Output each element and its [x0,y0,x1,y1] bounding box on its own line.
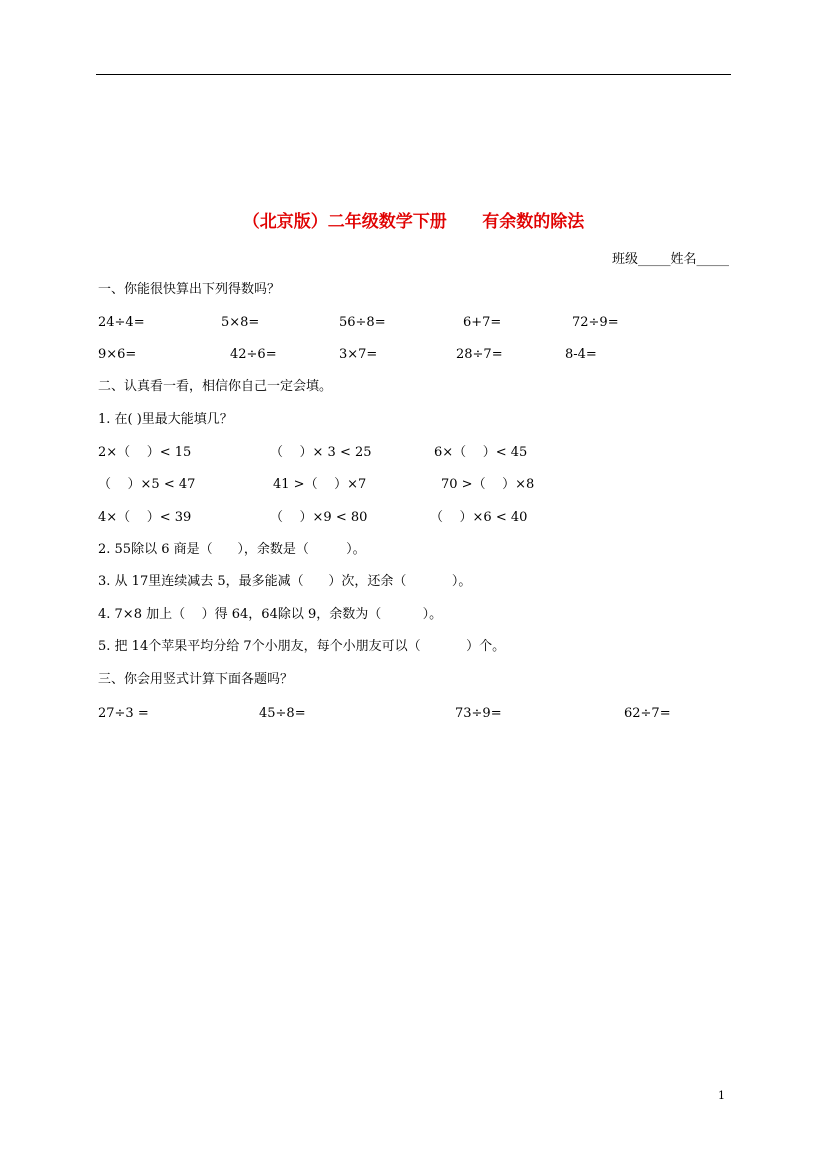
s3-item-1: 27÷3 = [98,706,149,721]
class-name-line: 班级_____姓名_____ [611,252,729,267]
section3-heading: 三、你会用竖式计算下面各题吗？ [98,672,294,687]
section1-heading: 一、你能很快算出下列得数吗？ [98,282,281,297]
s1-r1-item-4: 6+7= [463,315,502,330]
page-number: 1 [718,1089,725,1102]
s1-r1-item-3: 56÷8= [339,315,386,330]
s1-r1-item-2: 5×8= [221,315,260,330]
q1-r3-item-2: （ ）×9 < 80 [270,510,368,525]
s1-r2-item-2: 42÷6= [230,347,277,362]
section2-heading: 二、认真看一看，相信你自己一定会填。 [98,379,333,394]
q1-r1-item-1: 2×（ ）< 15 [98,445,192,460]
q1-label: 1. 在( )里最大能填几？ [98,412,233,427]
q1-r2-item-3: 70 >（ ）×8 [441,477,535,492]
q1-r2-item-1: （ ）×5 < 47 [98,477,196,492]
header-rule [96,74,731,75]
question-4: 4. 7×8 加上（ ）得 64，64除以 9，余数为（ ）。 [98,607,443,622]
page-title: （北京版）二年级数学下册 有余数的除法 [242,212,585,232]
s1-r1-item-5: 72÷9= [572,315,619,330]
q1-r1-item-2: （ ）× 3 < 25 [270,445,372,460]
s1-r2-item-1: 9×6= [98,347,137,362]
question-3: 3. 从 17里连续减去 5，最多能减（ ）次，还余（ ）。 [98,574,472,589]
s3-item-4: 62÷7= [624,706,671,721]
s1-r1-item-1: 24÷4= [98,315,145,330]
question-5: 5. 把 14个苹果平均分给 7个小朋友，每个小朋友可以（ ）个。 [98,639,506,654]
question-2: 2. 55除以 6 商是（ ），余数是（ ）。 [98,542,366,557]
q1-r2-item-2: 41 >（ ）×7 [273,477,367,492]
q1-r1-item-3: 6×（ ）< 45 [434,445,528,460]
q1-r3-item-3: （ ）×6 < 40 [430,510,528,525]
q1-r3-item-1: 4×（ ）< 39 [98,510,192,525]
s1-r2-item-4: 28÷7= [456,347,503,362]
s1-r2-item-3: 3×7= [339,347,378,362]
s1-r2-item-5: 8-4= [565,347,597,362]
s3-item-3: 73÷9= [455,706,502,721]
s3-item-2: 45÷8= [259,706,306,721]
